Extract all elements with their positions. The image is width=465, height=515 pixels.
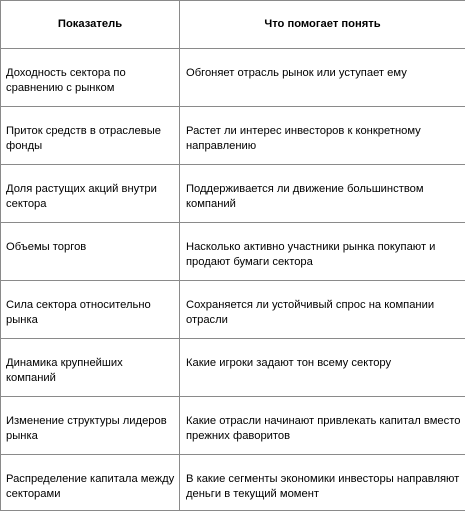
indicator-cell: Распределение капитала между секторами	[1, 455, 180, 511]
meaning-cell: Поддерживается ли движение большинством компаний	[180, 165, 465, 223]
table-row	[1, 165, 465, 223]
header-row	[1, 1, 465, 49]
meaning-cell: Насколько активно участники рынка покупают и продают бумаги сектора	[180, 223, 465, 281]
indicator-cell: Динамика крупнейших компаний	[1, 339, 180, 397]
header-meaning: Что помогает понять	[180, 1, 465, 49]
indicator-cell: Доля растущих акций внутри сектора	[1, 165, 180, 223]
table-header	[1, 1, 465, 49]
indicator-cell: Сила сектора относительно рынка	[1, 281, 180, 339]
table-row	[1, 49, 465, 107]
table-row	[1, 455, 465, 511]
table-row	[1, 339, 465, 397]
meaning-cell: Растет ли интерес инвесторов к конкретному направлению	[180, 107, 465, 165]
indicator-cell: Доходность сектора по сравнению с рынком	[1, 49, 180, 107]
table-row	[1, 397, 465, 455]
indicator-cell: Объемы торгов	[1, 223, 180, 281]
meaning-cell: Сохраняется ли устойчивый спрос на компании отрасли	[180, 281, 465, 339]
table-row	[1, 281, 465, 339]
meaning-cell: Какие игроки задают тон всему сектору	[180, 339, 465, 397]
table-row	[1, 107, 465, 165]
meaning-cell: Какие отрасли начинают привлекать капитал вместо прежних фаворитов	[180, 397, 465, 455]
indicator-cell: Приток средств в отраслевые фонды	[1, 107, 180, 165]
table-body	[1, 49, 465, 511]
meaning-cell: В какие сегменты экономики инвесторы направляют деньги в текущий момент	[180, 455, 465, 511]
meaning-cell: Обгоняет отрасль рынок или уступает ему	[180, 49, 465, 107]
header-indicator: Показатель	[1, 1, 180, 49]
indicator-cell: Изменение структуры лидеров рынка	[1, 397, 180, 455]
table-row	[1, 223, 465, 281]
